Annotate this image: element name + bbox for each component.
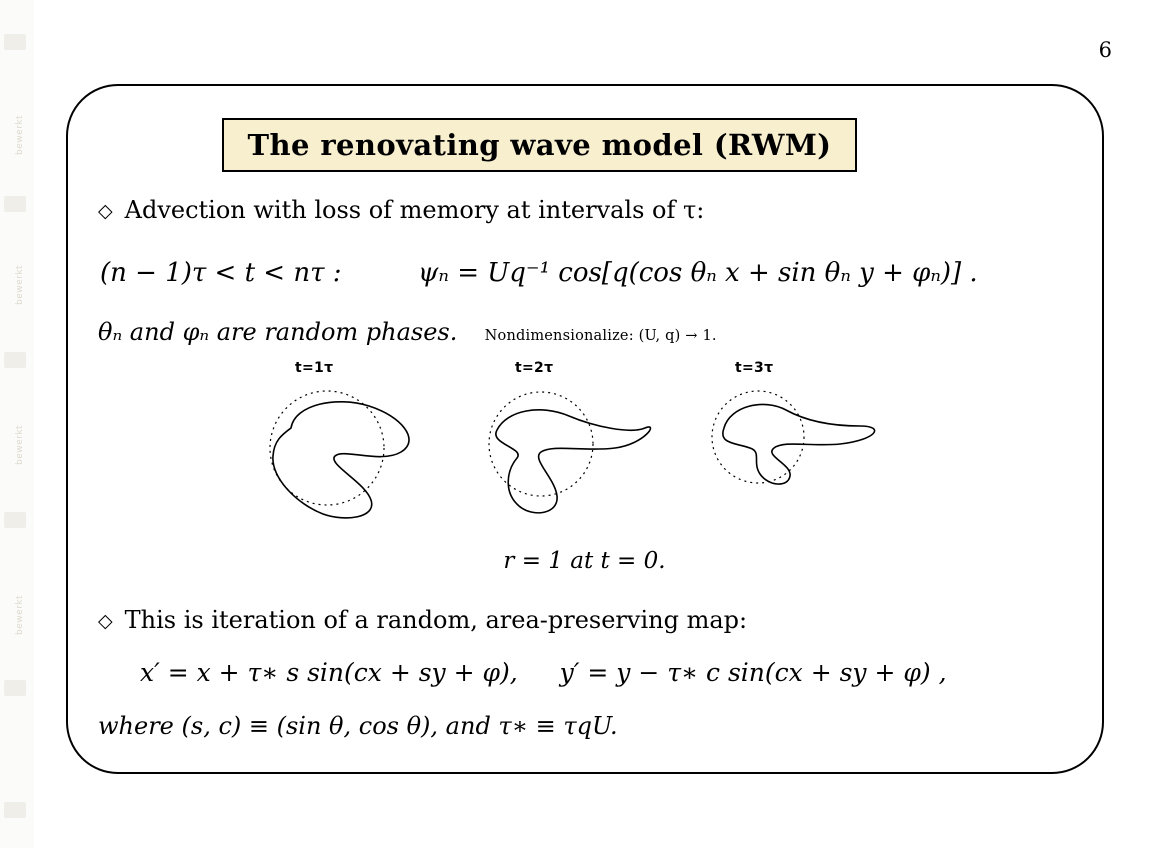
edge-mark [4, 196, 26, 212]
scan-edge-artifacts [0, 0, 34, 848]
figure-panel-2 [445, 382, 685, 542]
edge-mark [4, 512, 26, 528]
edge-watermark: bewerkt [15, 264, 25, 305]
figure-panel-1 [225, 382, 455, 542]
page-number: 6 [1098, 38, 1112, 62]
equation-streamfunction [100, 258, 978, 288]
bullet-label: This is iteration of a random, area-preserving map: [124, 606, 748, 634]
equation-map [140, 658, 947, 687]
diamond-icon: ◇ [98, 610, 113, 632]
equation-definitions: where (s, c) ≡ (sin θ, cos θ), and τ∗ ≡ τqU. [98, 712, 618, 740]
edge-mark [4, 680, 26, 696]
nondimensionalize-note: Nondimensionalize: (U, q) → 1. [484, 328, 717, 344]
slide-title-box [222, 118, 857, 172]
bullet-item-advection [98, 196, 704, 224]
equation-map-y: y′ = y − τ∗ c sin(cx + sy + φ) , [559, 658, 947, 687]
edge-mark [4, 34, 26, 50]
edge-watermark: bewerkt [15, 594, 25, 635]
edge-watermark: bewerkt [15, 424, 25, 465]
figure-caption: r = 1 at t = 0. [503, 548, 666, 574]
bullet-label: Advection with loss of memory at intervals of τ: [124, 196, 705, 224]
figure-label-t3: t=3τ [735, 360, 774, 376]
figure-group [225, 360, 925, 540]
diamond-icon: ◇ [98, 200, 113, 222]
figure-panel-3 [680, 382, 920, 542]
equation-condition: (n − 1)τ < t < nτ : [100, 258, 342, 288]
page-title: The renovating wave model (RWM) [247, 128, 832, 162]
edge-watermark: bewerkt [15, 114, 25, 155]
bullet-item-map [98, 606, 747, 634]
phases-text: θₙ and φₙ are random phases. [98, 318, 458, 346]
edge-mark [4, 352, 26, 368]
figure-label-t1: t=1τ [295, 360, 334, 376]
equation-psi: ψₙ = Uq⁻¹ cos[q(cos θₙ x + sin θₙ y + φₙ)] . [418, 258, 978, 288]
equation-random-phases [98, 318, 717, 346]
figure-label-t2: t=2τ [515, 360, 554, 376]
edge-mark [4, 802, 26, 818]
equation-map-x: x′ = x + τ∗ s sin(cx + sy + φ), [140, 658, 518, 687]
